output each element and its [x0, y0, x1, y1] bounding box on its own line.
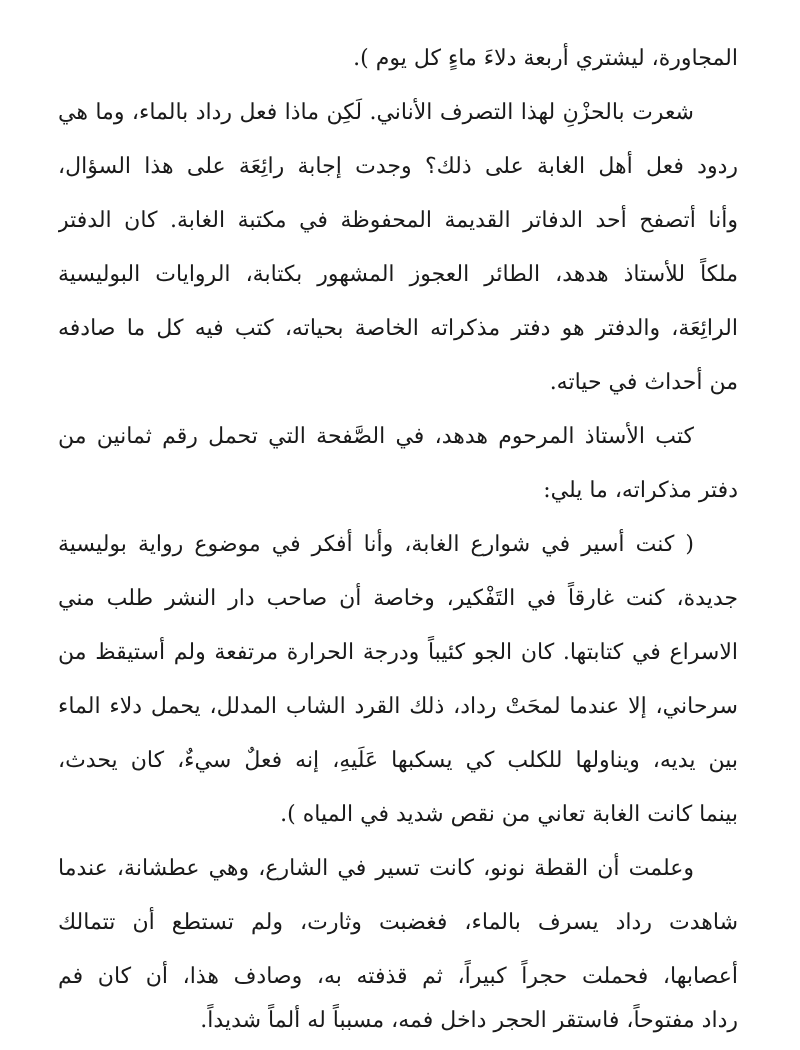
text-line: كتب الأستاذ المرحوم هدهد، في الصَّفحة التي تحمل رقم ثمانين من [58, 424, 694, 449]
text-line: سرحاني، إلا عندما لمحَتْ رداد، ذلك القرد الشاب المدلل، يحمل دلاء الماء [58, 694, 738, 719]
text-line: بينما كانت الغابة تعاني من نقص شديد في المياه ). [280, 802, 738, 827]
text-line: وأنا أتصفح أحد الدفاتر القديمة المحفوظة في مكتبة الغابة. كان الدفتر [58, 208, 738, 233]
text-line: من أحداث في حياته. [549, 370, 738, 395]
text-line: ( كنت أسير في شوارع الغابة، وأنا أفكر في موضوع رواية بوليسية [58, 532, 694, 557]
text-line: شاهدت رداد يسرف بالماء، فغضبت وثارت، ولم تستطع أن تتمالك [58, 910, 738, 935]
text-line: شعرت بالحزْنِ لهذا التصرف الأناني. لَكِن ماذا فعل رداد بالماء، وما هي [58, 100, 694, 125]
text-line: وعلمت أن القطة نونو، كانت تسير في الشارع، وهي عطشانة، عندما [58, 856, 694, 881]
text-line: ملكاً للأستاذ هدهد، الطائر العجوز المشهور بكتابة، الروايات البوليسية [58, 262, 738, 287]
text-line: ردود فعل أهل الغابة على ذلك؟ وجدت إجابة رائِعَة على هذا السؤال، [58, 154, 738, 179]
text-line: أعصابها، فحملت حجراً كبيراً، ثم قذفته به، وصادف هذا، أن كان فم [58, 964, 738, 989]
text-line: المجاورة، ليشتري أربعة دلاءَ ماءٍ كل يوم ). [353, 46, 738, 71]
text-line: بين يديه، ويناولها للكلب كي يسكبها عَلَيهِ، إنه فعلٌ سيءٌ، كان يحدث، [58, 748, 738, 773]
text-line: الاسراع في كتابتها. كان الجو كئيباً ودرجة الحرارة مرتفعة ولم أستيقظ من [58, 640, 738, 665]
text-line: رداد مفتوحاً، فاستقر الحجر داخل فمه، مسبباً له ألماً شديداً. [200, 1008, 738, 1033]
text-line: دفتر مذكراته، ما يلي: [543, 478, 738, 503]
text-line: الرائِعَة، والدفتر هو دفتر مذكراته الخاصة بحياته، كتب فيه كل ما صادفه [58, 316, 738, 341]
text-line: جديدة، كنت غارقاً في التَفْكير، وخاصة أن صاحب دار النشر طلب مني [58, 586, 738, 611]
